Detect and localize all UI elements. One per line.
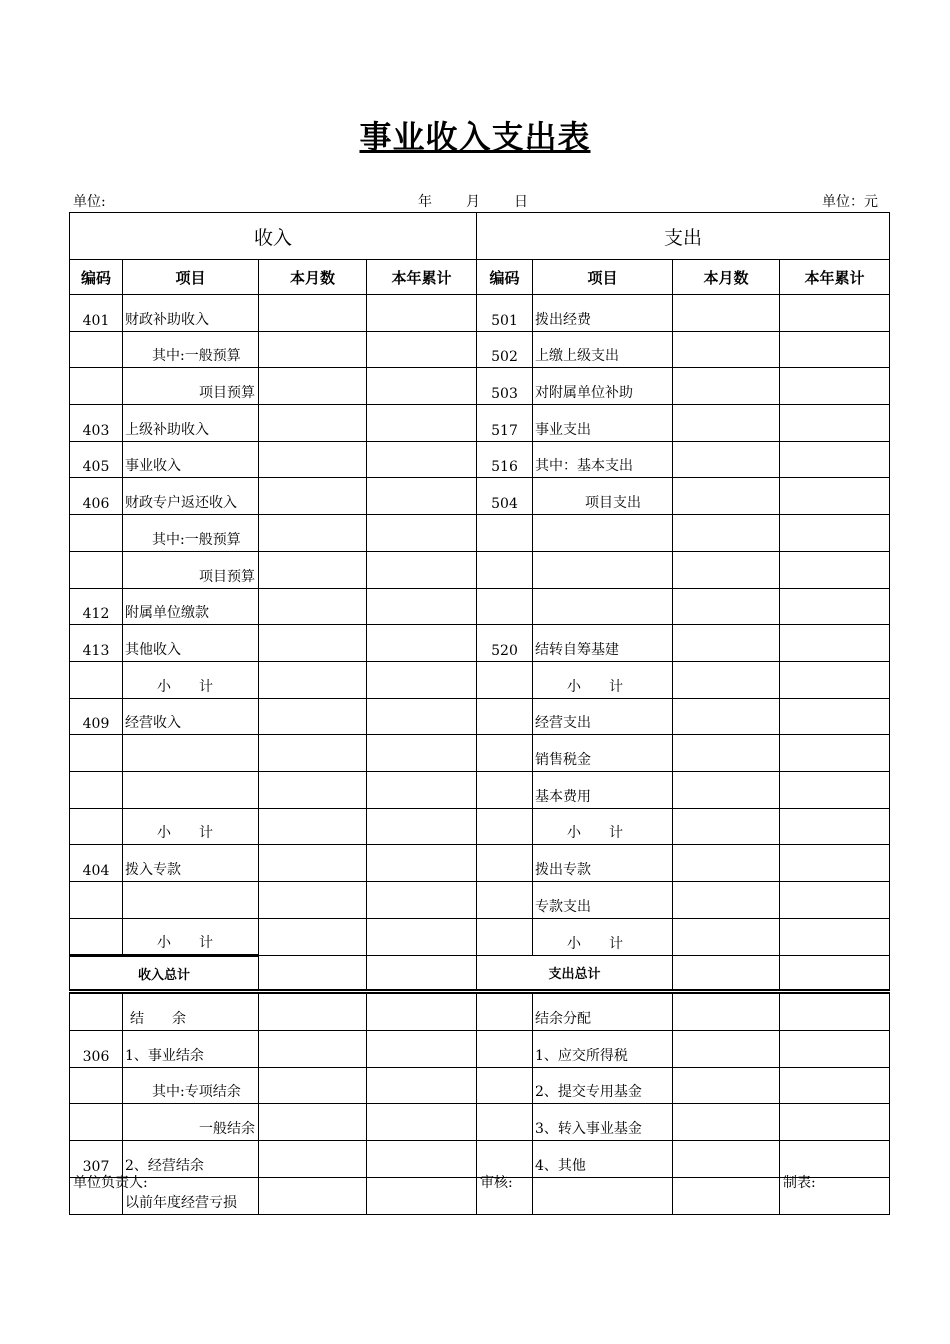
table-row	[70, 295, 890, 332]
expense-ytd-value[interactable]	[780, 992, 890, 1031]
income-code: 307	[70, 1141, 123, 1178]
expense-code: 503	[477, 368, 533, 405]
table-row	[70, 441, 890, 478]
income-code	[70, 808, 123, 845]
expense-month-header: 本月数	[673, 260, 780, 295]
expense-code	[477, 882, 533, 919]
income-month-value[interactable]	[259, 368, 367, 405]
expense-month-value[interactable]	[673, 1177, 780, 1214]
income-ytd-value[interactable]	[367, 441, 477, 478]
income-code	[70, 771, 123, 808]
expense-ytd-value[interactable]	[780, 405, 890, 442]
income-code	[70, 882, 123, 919]
table-row	[70, 661, 890, 698]
expense-ytd-value[interactable]	[780, 808, 890, 845]
footer-review: 审核:	[480, 1175, 513, 1191]
expense-ytd-value[interactable]	[780, 478, 890, 515]
income-item: 项目预算	[123, 551, 259, 588]
expense-month-value[interactable]	[673, 698, 780, 735]
expense-item: 结余分配	[533, 992, 673, 1031]
table-row	[70, 882, 890, 919]
expense-ytd-value[interactable]	[780, 551, 890, 588]
expense-code	[477, 588, 533, 625]
table-row	[70, 405, 890, 442]
expense-code: 501	[477, 295, 533, 332]
income-item: 以前年度经营亏损	[123, 1177, 259, 1214]
income-item: 财政补助收入	[123, 295, 259, 332]
income-code	[70, 1067, 123, 1104]
expense-ytd-value[interactable]	[780, 918, 890, 956]
expense-item-header: 项目	[533, 260, 673, 295]
expense-month-value[interactable]	[673, 515, 780, 552]
table-row	[70, 1031, 890, 1068]
income-item: 财政专户返还收入	[123, 478, 259, 515]
expense-item	[533, 1177, 673, 1214]
income-month-value[interactable]	[259, 771, 367, 808]
income-month-value[interactable]	[259, 515, 367, 552]
footer-head: 单位负责人:	[73, 1175, 148, 1191]
expense-code	[477, 1067, 533, 1104]
income-code	[70, 735, 123, 772]
income-ytd-value[interactable]	[367, 1031, 477, 1068]
expense-item: 3、转入事业基金	[533, 1104, 673, 1141]
expense-code	[477, 1031, 533, 1068]
table-row	[70, 515, 890, 552]
month-label: 月	[466, 194, 480, 210]
income-code	[70, 918, 123, 956]
income-ytd-value[interactable]	[367, 698, 477, 735]
expense-month-value[interactable]	[673, 1141, 780, 1178]
expense-item: 小 计	[533, 661, 673, 698]
income-month-value[interactable]	[259, 808, 367, 845]
expense-item: 4、其他	[533, 1141, 673, 1178]
table-row	[70, 771, 890, 808]
expense-section-header: 支出	[477, 213, 890, 260]
expense-item: 项目支出	[533, 478, 673, 515]
income-ytd-value[interactable]	[367, 588, 477, 625]
expense-total-month[interactable]	[673, 956, 780, 992]
expense-code	[477, 918, 533, 956]
income-ytd-value[interactable]	[367, 625, 477, 662]
table-row	[70, 698, 890, 735]
table-row	[70, 331, 890, 368]
income-month-value[interactable]	[259, 882, 367, 919]
income-month-value[interactable]	[259, 441, 367, 478]
expense-item: 2、提交专用基金	[533, 1067, 673, 1104]
expense-code: 517	[477, 405, 533, 442]
expense-total-ytd[interactable]	[780, 956, 890, 992]
income-ytd-value[interactable]	[367, 808, 477, 845]
table-row	[70, 918, 890, 956]
table-row	[70, 808, 890, 845]
expense-ytd-value[interactable]	[780, 588, 890, 625]
income-month-value[interactable]	[259, 478, 367, 515]
date-line	[418, 191, 528, 211]
expense-ytd-value[interactable]	[780, 515, 890, 552]
expense-item: 小 计	[533, 808, 673, 845]
expense-month-value[interactable]	[673, 882, 780, 919]
income-month-header: 本月数	[259, 260, 367, 295]
income-code	[70, 1104, 123, 1141]
income-item: 项目预算	[123, 368, 259, 405]
table-row	[70, 845, 890, 882]
income-code: 405	[70, 441, 123, 478]
income-item-header: 项目	[123, 260, 259, 295]
expense-code: 516	[477, 441, 533, 478]
expense-ytd-value[interactable]	[780, 661, 890, 698]
income-code	[70, 331, 123, 368]
expense-ytd-value[interactable]	[780, 368, 890, 405]
income-month-value[interactable]	[259, 735, 367, 772]
table-row	[70, 368, 890, 405]
expense-ytd-value[interactable]	[780, 441, 890, 478]
income-ytd-value[interactable]	[367, 661, 477, 698]
expense-code	[477, 735, 533, 772]
expense-code	[477, 661, 533, 698]
table-row	[70, 551, 890, 588]
income-item: 其中:一般预算	[123, 331, 259, 368]
expense-month-value[interactable]	[673, 661, 780, 698]
income-code: 406	[70, 478, 123, 515]
income-month-value[interactable]	[259, 845, 367, 882]
expense-month-value[interactable]	[673, 1031, 780, 1068]
expense-month-value[interactable]	[673, 845, 780, 882]
income-item: 其中:专项结余	[123, 1067, 259, 1104]
income-month-value[interactable]	[259, 1031, 367, 1068]
expense-month-value[interactable]	[673, 808, 780, 845]
expense-month-value[interactable]	[673, 368, 780, 405]
table-row	[70, 992, 890, 1031]
income-month-value[interactable]	[259, 405, 367, 442]
expense-ytd-value[interactable]	[780, 882, 890, 919]
income-item: 小 计	[123, 808, 259, 845]
income-code-header: 编码	[70, 260, 123, 295]
income-total-ytd[interactable]	[367, 956, 477, 992]
expense-item	[533, 588, 673, 625]
income-code	[70, 515, 123, 552]
income-month-value[interactable]	[259, 1104, 367, 1141]
income-ytd-value[interactable]	[367, 478, 477, 515]
income-code	[70, 661, 123, 698]
expense-item: 事业支出	[533, 405, 673, 442]
income-ytd-value[interactable]	[367, 918, 477, 956]
income-month-value[interactable]	[259, 588, 367, 625]
income-ytd-value[interactable]	[367, 295, 477, 332]
income-total-label: 收入总计	[70, 956, 259, 992]
table-row	[70, 1067, 890, 1104]
income-code	[70, 368, 123, 405]
expense-ytd-value[interactable]	[780, 845, 890, 882]
income-code: 412	[70, 588, 123, 625]
expense-ytd-value[interactable]	[780, 698, 890, 735]
income-ytd-header: 本年累计	[367, 260, 477, 295]
income-code: 401	[70, 295, 123, 332]
income-item: 上级补助收入	[123, 405, 259, 442]
expense-month-value[interactable]	[673, 625, 780, 662]
expense-ytd-value[interactable]	[780, 1104, 890, 1141]
expense-ytd-value[interactable]	[780, 331, 890, 368]
income-item: 附属单位缴款	[123, 588, 259, 625]
income-month-value[interactable]	[259, 698, 367, 735]
expense-code	[477, 992, 533, 1031]
expense-month-value[interactable]	[673, 551, 780, 588]
income-item: 小 计	[123, 661, 259, 698]
income-item: 事业收入	[123, 441, 259, 478]
income-month-value[interactable]	[259, 295, 367, 332]
expense-item: 其中：基本支出	[533, 441, 673, 478]
income-ytd-value[interactable]	[367, 882, 477, 919]
income-ytd-value[interactable]	[367, 331, 477, 368]
income-ytd-value[interactable]	[367, 1141, 477, 1178]
expense-item: 拨出经费	[533, 295, 673, 332]
income-ytd-value[interactable]	[367, 551, 477, 588]
expense-month-value[interactable]	[673, 478, 780, 515]
expense-month-value[interactable]	[673, 295, 780, 332]
income-month-value[interactable]	[259, 1067, 367, 1104]
income-item	[123, 771, 259, 808]
table-row	[70, 625, 890, 662]
expense-item: 销售税金	[533, 735, 673, 772]
expense-code	[477, 1104, 533, 1141]
income-section-header: 收入	[70, 213, 477, 260]
income-total-month[interactable]	[259, 956, 367, 992]
expense-month-value[interactable]	[673, 441, 780, 478]
income-code: 306	[70, 1031, 123, 1068]
income-item: 结 余	[123, 992, 259, 1031]
income-item: 其他收入	[123, 625, 259, 662]
income-month-value[interactable]	[259, 625, 367, 662]
expense-month-value[interactable]	[673, 331, 780, 368]
expense-ytd-value[interactable]	[780, 625, 890, 662]
income-ytd-value[interactable]	[367, 368, 477, 405]
expense-item: 1、应交所得税	[533, 1031, 673, 1068]
expense-item	[533, 515, 673, 552]
income-month-value[interactable]	[259, 1177, 367, 1214]
income-ytd-value[interactable]	[367, 992, 477, 1031]
table-row	[70, 478, 890, 515]
income-item: 一般结余	[123, 1104, 259, 1141]
expense-ytd-value[interactable]	[780, 1067, 890, 1104]
expense-total-label: 支出总计	[477, 956, 673, 992]
income-item: 其中:一般预算	[123, 515, 259, 552]
expense-item: 经营支出	[533, 698, 673, 735]
unit-label: 单位:	[73, 194, 106, 210]
income-item	[123, 882, 259, 919]
expense-month-value[interactable]	[673, 1067, 780, 1104]
year-label: 年	[418, 194, 432, 210]
expense-item	[533, 551, 673, 588]
expense-item: 上缴上级支出	[533, 331, 673, 368]
income-month-value[interactable]	[259, 992, 367, 1031]
expense-month-value[interactable]	[673, 735, 780, 772]
expense-code	[477, 698, 533, 735]
income-code: 404	[70, 845, 123, 882]
income-ytd-value[interactable]	[367, 515, 477, 552]
expense-month-value[interactable]	[673, 1104, 780, 1141]
expense-ytd-value[interactable]	[780, 735, 890, 772]
expense-item: 拨出专款	[533, 845, 673, 882]
expense-code: 504	[477, 478, 533, 515]
income-ytd-value[interactable]	[367, 1104, 477, 1141]
income-expense-table	[69, 212, 890, 1215]
expense-month-value[interactable]	[673, 771, 780, 808]
income-code	[70, 551, 123, 588]
expense-code-header: 编码	[477, 260, 533, 295]
totals-row	[70, 956, 890, 992]
table-row	[70, 588, 890, 625]
income-item	[123, 735, 259, 772]
income-month-value[interactable]	[259, 918, 367, 956]
expense-code	[477, 845, 533, 882]
expense-item: 小 计	[533, 918, 673, 956]
expense-month-value[interactable]	[673, 918, 780, 956]
income-item: 1、事业结余	[123, 1031, 259, 1068]
expense-ytd-value[interactable]	[780, 771, 890, 808]
expense-item: 基本费用	[533, 771, 673, 808]
income-month-value[interactable]	[259, 331, 367, 368]
income-item: 2、经营结余	[123, 1141, 259, 1178]
expense-ytd-header: 本年累计	[780, 260, 890, 295]
expense-item: 对附属单位补助	[533, 368, 673, 405]
income-month-value[interactable]	[259, 1141, 367, 1178]
table-row	[70, 1104, 890, 1141]
currency-label: 单位：元	[822, 194, 878, 210]
expense-code	[477, 808, 533, 845]
expense-code	[477, 515, 533, 552]
income-code: 403	[70, 405, 123, 442]
expense-code	[477, 551, 533, 588]
income-item: 经营收入	[123, 698, 259, 735]
expense-month-value[interactable]	[673, 992, 780, 1031]
income-ytd-value[interactable]	[367, 845, 477, 882]
income-ytd-value[interactable]	[367, 1177, 477, 1214]
income-code: 409	[70, 698, 123, 735]
page-title: 事业收入支出表	[359, 118, 591, 156]
footer-prepared: 制表:	[783, 1175, 816, 1191]
expense-item: 结转自筹基建	[533, 625, 673, 662]
day-label: 日	[514, 194, 528, 210]
expense-month-value[interactable]	[673, 588, 780, 625]
income-ytd-value[interactable]	[367, 405, 477, 442]
income-ytd-value[interactable]	[367, 735, 477, 772]
expense-code: 502	[477, 331, 533, 368]
expense-code	[477, 771, 533, 808]
income-code: 413	[70, 625, 123, 662]
income-month-value[interactable]	[259, 661, 367, 698]
expense-ytd-value[interactable]	[780, 295, 890, 332]
income-ytd-value[interactable]	[367, 771, 477, 808]
income-ytd-value[interactable]	[367, 1067, 477, 1104]
income-month-value[interactable]	[259, 551, 367, 588]
expense-ytd-value[interactable]	[780, 1031, 890, 1068]
expense-item: 专款支出	[533, 882, 673, 919]
income-code	[70, 992, 123, 1031]
income-item: 拨入专款	[123, 845, 259, 882]
expense-month-value[interactable]	[673, 405, 780, 442]
income-item: 小 计	[123, 918, 259, 956]
table-row	[70, 735, 890, 772]
expense-code: 520	[477, 625, 533, 662]
